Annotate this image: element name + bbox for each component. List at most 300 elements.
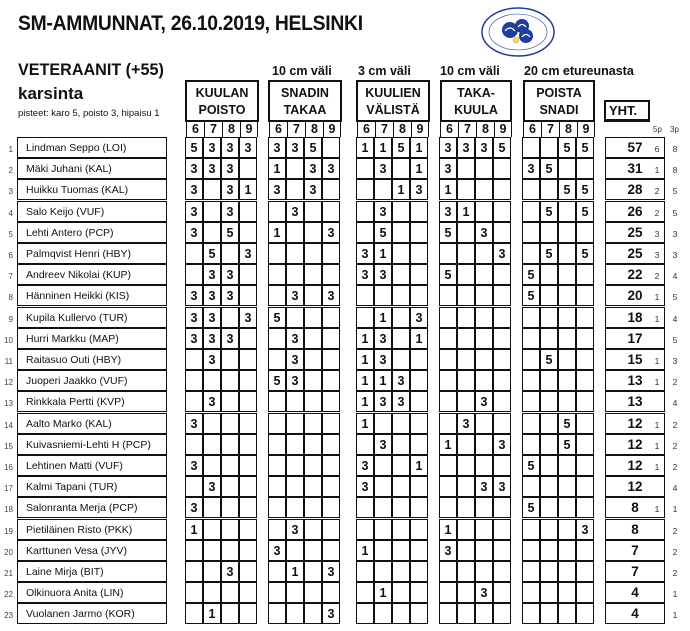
score-cell bbox=[493, 497, 511, 518]
score-cell bbox=[439, 328, 457, 349]
score-cell: 3 bbox=[221, 201, 239, 222]
score-cell bbox=[374, 519, 392, 540]
score-cell bbox=[239, 349, 257, 370]
score-cell: 3 bbox=[185, 158, 203, 179]
distance-header: 8 bbox=[393, 122, 411, 137]
score-cell: 3 bbox=[203, 476, 221, 497]
score-cell: 3 bbox=[203, 328, 221, 349]
score-cell bbox=[540, 582, 558, 603]
row-rank: 22 bbox=[4, 590, 13, 599]
score-cell bbox=[558, 264, 576, 285]
group-title-line2: SNADI bbox=[539, 103, 579, 117]
group-note-5: 20 cm etureunasta bbox=[524, 64, 634, 78]
score-cell: 3 bbox=[374, 158, 392, 179]
score-cell bbox=[239, 391, 257, 412]
total-score: 22 bbox=[605, 264, 665, 285]
score-cell bbox=[522, 243, 540, 264]
score-cell: 3 bbox=[374, 434, 392, 455]
score-cell bbox=[457, 561, 475, 582]
score-cell bbox=[374, 603, 392, 624]
score-cell: 5 bbox=[576, 243, 594, 264]
score-cell: 3 bbox=[493, 476, 511, 497]
score-cell: 3 bbox=[322, 222, 340, 243]
count-5p: 6 bbox=[654, 144, 660, 154]
round-subtitle: karsinta bbox=[18, 84, 84, 103]
score-cell bbox=[239, 201, 257, 222]
score-cell bbox=[558, 582, 576, 603]
score-cell bbox=[221, 434, 239, 455]
score-cell bbox=[304, 349, 322, 370]
score-cell: 3 bbox=[410, 179, 428, 200]
player-name: Hänninen Heikki (KIS) bbox=[17, 285, 167, 306]
player-name: Andreev Nikolai (KUP) bbox=[17, 264, 167, 285]
score-cell bbox=[392, 434, 410, 455]
total-score: 4 bbox=[605, 582, 665, 603]
score-cell bbox=[304, 201, 322, 222]
score-cell bbox=[356, 285, 374, 306]
score-cell bbox=[439, 307, 457, 328]
group-title-line1: TAKA- bbox=[457, 86, 495, 100]
count-3p: 2 bbox=[672, 462, 678, 472]
score-cell bbox=[558, 497, 576, 518]
row-rank: 14 bbox=[4, 421, 13, 430]
row-rank: 11 bbox=[4, 357, 13, 366]
score-cell bbox=[304, 285, 322, 306]
group-header-kuulan-poisto bbox=[185, 80, 259, 122]
score-cell bbox=[410, 434, 428, 455]
score-cell: 3 bbox=[286, 201, 304, 222]
score-cell bbox=[576, 603, 594, 624]
score-cell bbox=[475, 434, 493, 455]
score-cell bbox=[203, 455, 221, 476]
score-cell bbox=[374, 413, 392, 434]
score-cell: 3 bbox=[322, 285, 340, 306]
distance-header: 7 bbox=[375, 122, 393, 137]
score-cell bbox=[221, 243, 239, 264]
count-5p: 3 bbox=[654, 250, 660, 260]
score-cell: 3 bbox=[239, 243, 257, 264]
score-cell bbox=[540, 519, 558, 540]
total-score: 4 bbox=[605, 603, 665, 624]
count-5p: 2 bbox=[654, 208, 660, 218]
score-cell: 5 bbox=[522, 264, 540, 285]
score-cell: 1 bbox=[356, 413, 374, 434]
score-cell bbox=[392, 476, 410, 497]
score-cell bbox=[268, 497, 286, 518]
score-cell: 3 bbox=[356, 243, 374, 264]
score-cell: 5 bbox=[203, 243, 221, 264]
score-cell: 3 bbox=[221, 179, 239, 200]
score-cell: 3 bbox=[439, 137, 457, 158]
row-rank: 8 bbox=[8, 293, 13, 302]
score-cell bbox=[457, 519, 475, 540]
score-cell: 5 bbox=[558, 179, 576, 200]
score-cell: 3 bbox=[221, 158, 239, 179]
score-cell bbox=[457, 455, 475, 476]
score-cell bbox=[221, 370, 239, 391]
score-cell bbox=[239, 413, 257, 434]
score-cell bbox=[522, 201, 540, 222]
score-cell bbox=[475, 455, 493, 476]
score-cell bbox=[576, 455, 594, 476]
score-cell bbox=[522, 307, 540, 328]
score-cell bbox=[475, 285, 493, 306]
score-cell bbox=[286, 391, 304, 412]
score-cell: 1 bbox=[356, 349, 374, 370]
score-cell bbox=[268, 519, 286, 540]
count-5p: 1 bbox=[654, 356, 660, 366]
score-cell bbox=[374, 455, 392, 476]
score-cell bbox=[410, 497, 428, 518]
player-name: Kalmi Tapani (TUR) bbox=[17, 476, 167, 497]
player-name: Kuivasniemi-Lehti H (PCP) bbox=[17, 434, 167, 455]
score-cell bbox=[475, 264, 493, 285]
score-cell: 1 bbox=[185, 519, 203, 540]
score-cell bbox=[239, 434, 257, 455]
group-header-snadin-takaa bbox=[268, 80, 342, 122]
score-cell bbox=[475, 328, 493, 349]
score-cell bbox=[239, 285, 257, 306]
score-cell bbox=[493, 264, 511, 285]
score-cell bbox=[203, 540, 221, 561]
distance-header: 7 bbox=[287, 122, 305, 137]
score-cell: 3 bbox=[221, 137, 239, 158]
score-cell: 1 bbox=[374, 243, 392, 264]
score-cell bbox=[322, 497, 340, 518]
distance-header: 7 bbox=[204, 122, 222, 137]
score-cell bbox=[558, 307, 576, 328]
count-3p: 2 bbox=[672, 377, 678, 387]
row-rank: 7 bbox=[8, 272, 13, 281]
total-score: 8 bbox=[605, 519, 665, 540]
score-cell bbox=[522, 434, 540, 455]
score-cell: 3 bbox=[268, 179, 286, 200]
score-cell bbox=[185, 434, 203, 455]
score-cell bbox=[392, 328, 410, 349]
score-cell: 5 bbox=[558, 413, 576, 434]
player-name: Rinkkala Pertti (KVP) bbox=[17, 391, 167, 412]
score-cell bbox=[392, 540, 410, 561]
score-cell bbox=[185, 391, 203, 412]
score-cell: 5 bbox=[268, 307, 286, 328]
score-cell bbox=[475, 497, 493, 518]
score-cell: 3 bbox=[268, 137, 286, 158]
score-cell bbox=[356, 434, 374, 455]
score-cell bbox=[439, 391, 457, 412]
score-cell bbox=[185, 264, 203, 285]
score-cell: 1 bbox=[356, 137, 374, 158]
score-cell: 1 bbox=[439, 519, 457, 540]
score-cell bbox=[558, 370, 576, 391]
score-cell: 5 bbox=[304, 137, 322, 158]
score-cell bbox=[392, 561, 410, 582]
total-score: 12 bbox=[605, 413, 665, 434]
score-cell bbox=[304, 476, 322, 497]
score-cell bbox=[304, 603, 322, 624]
score-cell bbox=[457, 370, 475, 391]
score-cell: 5 bbox=[268, 370, 286, 391]
score-cell: 3 bbox=[493, 243, 511, 264]
row-rank: 19 bbox=[4, 527, 13, 536]
count-3p: 3 bbox=[672, 250, 678, 260]
score-cell bbox=[203, 370, 221, 391]
distance-header: 9 bbox=[494, 122, 512, 137]
score-cell: 3 bbox=[576, 519, 594, 540]
score-cell: 3 bbox=[493, 434, 511, 455]
score-cell bbox=[286, 158, 304, 179]
score-cell bbox=[239, 540, 257, 561]
score-cell bbox=[410, 370, 428, 391]
score-cell: 3 bbox=[185, 179, 203, 200]
page-title: SM-AMMUNNAT, 26.10.2019, HELSINKI bbox=[18, 12, 363, 35]
score-cell bbox=[374, 540, 392, 561]
score-cell bbox=[268, 413, 286, 434]
score-cell bbox=[475, 158, 493, 179]
score-cell bbox=[439, 243, 457, 264]
score-cell: 5 bbox=[540, 243, 558, 264]
score-cell: 3 bbox=[203, 349, 221, 370]
player-name: Laine Mirja (BIT) bbox=[17, 561, 167, 582]
count-3p: 4 bbox=[672, 398, 678, 408]
total-score: 12 bbox=[605, 476, 665, 497]
score-cell bbox=[475, 243, 493, 264]
score-cell bbox=[221, 307, 239, 328]
score-cell: 5 bbox=[576, 137, 594, 158]
score-cell bbox=[493, 582, 511, 603]
distance-header: 9 bbox=[411, 122, 429, 137]
score-cell bbox=[286, 307, 304, 328]
player-name: Olkinuora Anita (LIN) bbox=[17, 582, 167, 603]
row-rank: 18 bbox=[4, 505, 13, 514]
count-5p: 1 bbox=[654, 441, 660, 451]
score-cell: 5 bbox=[522, 455, 540, 476]
score-cell: 1 bbox=[374, 582, 392, 603]
score-cell bbox=[540, 455, 558, 476]
score-cell: 3 bbox=[457, 413, 475, 434]
score-cell: 1 bbox=[356, 328, 374, 349]
score-cell bbox=[203, 201, 221, 222]
score-cell: 1 bbox=[410, 158, 428, 179]
score-cell bbox=[439, 561, 457, 582]
score-cell bbox=[322, 201, 340, 222]
score-cell: 1 bbox=[356, 391, 374, 412]
score-cell bbox=[322, 370, 340, 391]
score-cell bbox=[374, 561, 392, 582]
score-cell bbox=[185, 243, 203, 264]
player-name: Palmqvist Henri (HBY) bbox=[17, 243, 167, 264]
count-5p: 1 bbox=[654, 292, 660, 302]
score-cell: 3 bbox=[185, 328, 203, 349]
score-cell bbox=[221, 413, 239, 434]
score-cell bbox=[304, 519, 322, 540]
score-cell bbox=[493, 561, 511, 582]
score-cell: 5 bbox=[540, 158, 558, 179]
score-cell bbox=[392, 201, 410, 222]
group-header-poista-snadi bbox=[523, 80, 595, 122]
score-cell: 3 bbox=[203, 285, 221, 306]
score-cell bbox=[576, 561, 594, 582]
score-cell bbox=[392, 455, 410, 476]
score-cell bbox=[268, 582, 286, 603]
score-cell bbox=[475, 179, 493, 200]
score-cell bbox=[457, 540, 475, 561]
score-cell bbox=[439, 603, 457, 624]
score-cell bbox=[221, 476, 239, 497]
score-cell bbox=[576, 476, 594, 497]
score-cell bbox=[410, 349, 428, 370]
player-name: Kupila Kullervo (TUR) bbox=[17, 307, 167, 328]
score-cell bbox=[439, 349, 457, 370]
count-3p: 2 bbox=[672, 526, 678, 536]
score-cell: 1 bbox=[239, 179, 257, 200]
score-cell bbox=[410, 391, 428, 412]
score-cell bbox=[475, 413, 493, 434]
group-title-line2: POISTO bbox=[198, 103, 246, 117]
total-score: 7 bbox=[605, 540, 665, 561]
total-score: 26 bbox=[605, 201, 665, 222]
score-cell bbox=[439, 285, 457, 306]
score-cell: 1 bbox=[410, 455, 428, 476]
score-cell bbox=[558, 222, 576, 243]
score-cell bbox=[322, 391, 340, 412]
score-cell bbox=[239, 370, 257, 391]
score-cell bbox=[304, 264, 322, 285]
score-cell bbox=[374, 179, 392, 200]
player-name: Lehti Antero (PCP) bbox=[17, 222, 167, 243]
score-cell bbox=[268, 285, 286, 306]
score-cell: 1 bbox=[374, 137, 392, 158]
score-cell bbox=[493, 413, 511, 434]
score-cell bbox=[410, 476, 428, 497]
score-cell bbox=[392, 307, 410, 328]
player-name: Mäki Juhani (KAL) bbox=[17, 158, 167, 179]
score-cell: 3 bbox=[221, 285, 239, 306]
score-cell bbox=[522, 561, 540, 582]
score-cell bbox=[322, 264, 340, 285]
player-name: Hurri Markku (MAP) bbox=[17, 328, 167, 349]
score-cell bbox=[185, 476, 203, 497]
score-cell bbox=[304, 434, 322, 455]
distance-header: 7 bbox=[458, 122, 476, 137]
score-cell bbox=[576, 391, 594, 412]
score-cell bbox=[239, 455, 257, 476]
score-cell bbox=[286, 413, 304, 434]
score-cell bbox=[322, 413, 340, 434]
group-title-line2: TAKAA bbox=[283, 103, 327, 117]
score-cell: 3 bbox=[475, 476, 493, 497]
distance-header: 6 bbox=[357, 122, 375, 137]
score-cell bbox=[221, 540, 239, 561]
score-cell bbox=[356, 179, 374, 200]
score-cell: 1 bbox=[439, 434, 457, 455]
total-score: 57 bbox=[605, 137, 665, 158]
score-cell: 3 bbox=[268, 540, 286, 561]
count-3p: 1 bbox=[672, 504, 678, 514]
score-cell bbox=[304, 370, 322, 391]
score-cell: 5 bbox=[439, 222, 457, 243]
score-cell bbox=[322, 137, 340, 158]
score-cell bbox=[221, 497, 239, 518]
score-cell bbox=[268, 264, 286, 285]
player-name: Aalto Marko (KAL) bbox=[17, 413, 167, 434]
score-cell bbox=[356, 519, 374, 540]
score-cell: 3 bbox=[286, 370, 304, 391]
score-cell bbox=[239, 264, 257, 285]
score-cell bbox=[493, 328, 511, 349]
score-cell: 3 bbox=[374, 264, 392, 285]
score-cell bbox=[322, 582, 340, 603]
score-cell: 5 bbox=[185, 137, 203, 158]
score-cell bbox=[576, 222, 594, 243]
row-rank: 1 bbox=[8, 145, 13, 154]
row-rank: 17 bbox=[4, 484, 13, 493]
score-cell bbox=[576, 264, 594, 285]
score-cell bbox=[268, 603, 286, 624]
score-cell bbox=[558, 603, 576, 624]
score-cell: 1 bbox=[374, 370, 392, 391]
score-cell bbox=[322, 179, 340, 200]
score-cell: 3 bbox=[522, 158, 540, 179]
total-score: 20 bbox=[605, 285, 665, 306]
score-cell bbox=[322, 434, 340, 455]
score-cell bbox=[540, 561, 558, 582]
score-cell bbox=[522, 519, 540, 540]
distance-header: 8 bbox=[476, 122, 494, 137]
score-cell bbox=[239, 158, 257, 179]
score-cell: 3 bbox=[356, 476, 374, 497]
score-cell bbox=[268, 391, 286, 412]
score-cell bbox=[239, 497, 257, 518]
score-cell bbox=[493, 222, 511, 243]
score-cell: 5 bbox=[558, 137, 576, 158]
score-cell bbox=[286, 179, 304, 200]
count-3p: 8 bbox=[672, 165, 678, 175]
group-title-line1: SNADIN bbox=[281, 86, 329, 100]
score-cell bbox=[268, 434, 286, 455]
score-cell bbox=[576, 370, 594, 391]
score-cell bbox=[286, 243, 304, 264]
count-5p: 1 bbox=[654, 504, 660, 514]
score-cell bbox=[457, 243, 475, 264]
score-cell: 3 bbox=[286, 285, 304, 306]
score-cell bbox=[493, 391, 511, 412]
player-name: Pietiläinen Risto (PKK) bbox=[17, 519, 167, 540]
score-cell: 1 bbox=[203, 603, 221, 624]
row-rank: 21 bbox=[4, 569, 13, 578]
score-cell bbox=[221, 582, 239, 603]
score-cell bbox=[540, 391, 558, 412]
category-title: VETERAANIT (+55) bbox=[18, 60, 164, 79]
score-cell bbox=[304, 582, 322, 603]
score-cell bbox=[576, 497, 594, 518]
score-cell bbox=[576, 307, 594, 328]
count-5p: 1 bbox=[654, 377, 660, 387]
score-cell bbox=[410, 582, 428, 603]
score-cell bbox=[493, 349, 511, 370]
score-cell bbox=[268, 349, 286, 370]
score-cell bbox=[522, 413, 540, 434]
count-5p: 1 bbox=[654, 420, 660, 430]
score-cell bbox=[221, 349, 239, 370]
score-cell bbox=[475, 561, 493, 582]
distance-header: 6 bbox=[186, 122, 204, 137]
score-cell bbox=[576, 540, 594, 561]
distance-header: 6 bbox=[440, 122, 458, 137]
distance-header: 9 bbox=[323, 122, 341, 137]
score-cell bbox=[410, 413, 428, 434]
score-cell bbox=[522, 391, 540, 412]
score-cell bbox=[457, 603, 475, 624]
